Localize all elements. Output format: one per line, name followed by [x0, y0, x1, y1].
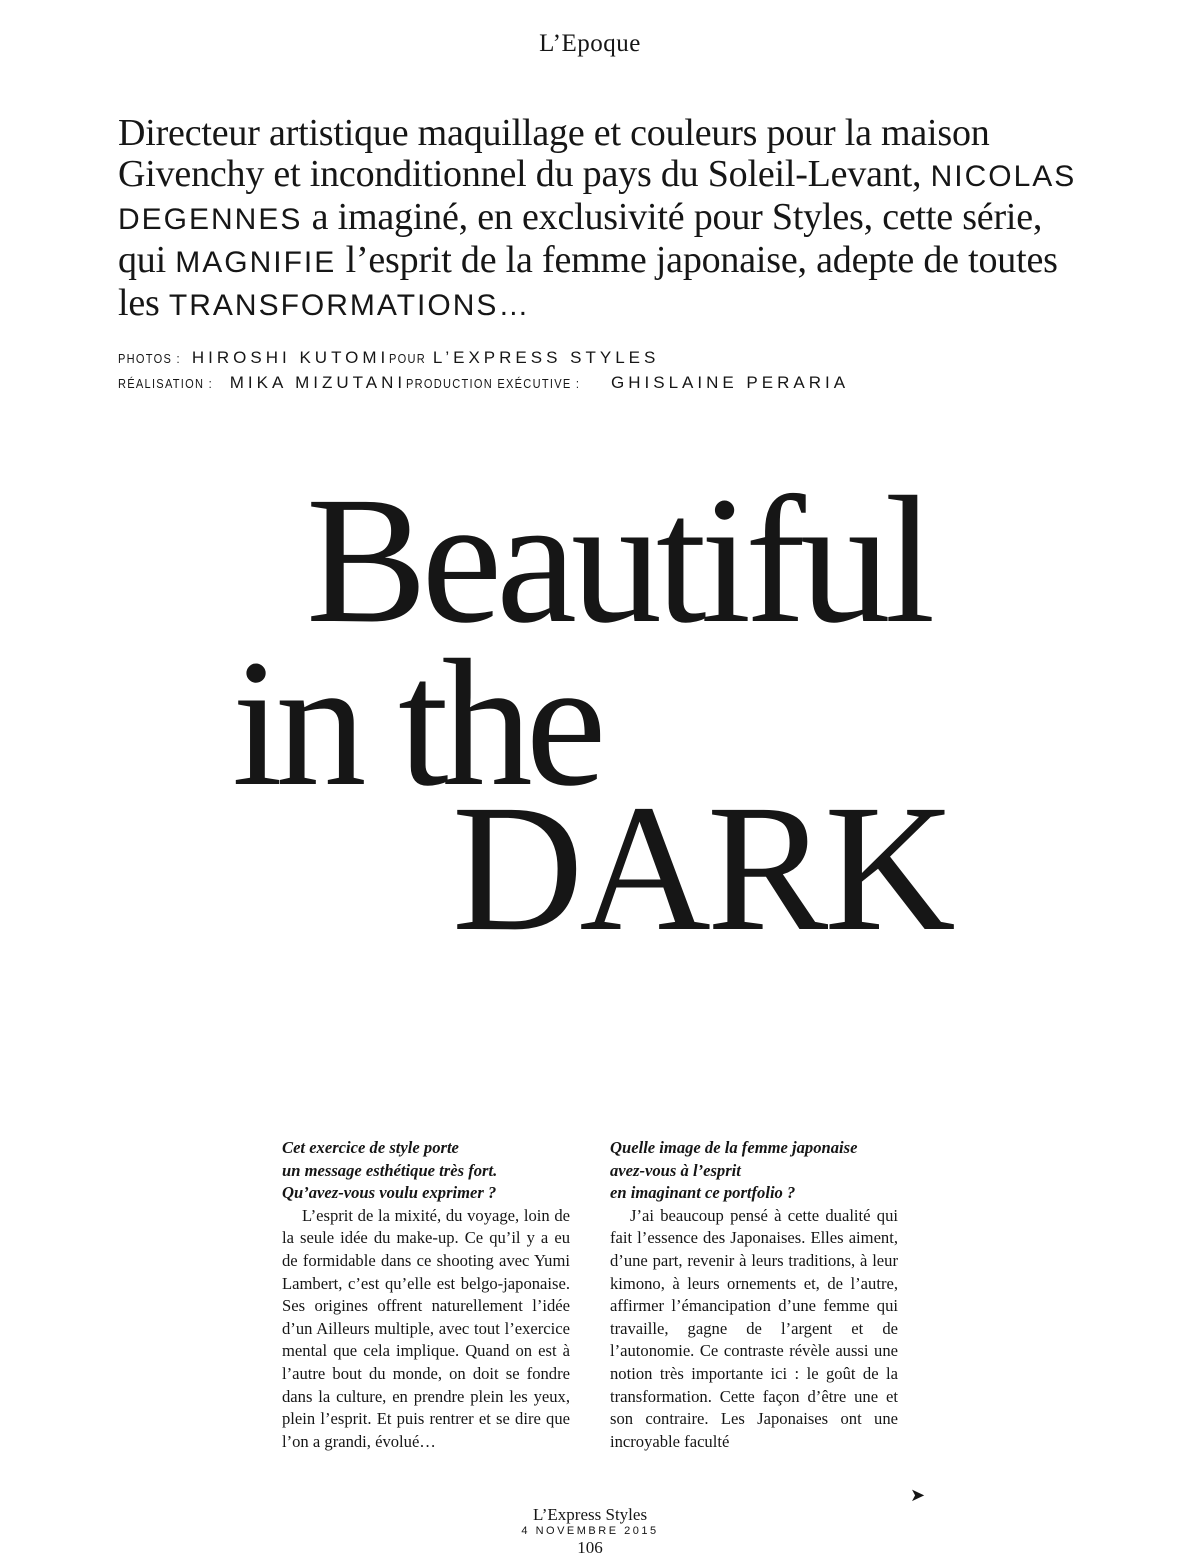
headline-line-2: in the [232, 623, 600, 824]
intro-text-2: a imaginé, en exclusivité pour Styles, cette série, qui [118, 196, 1043, 281]
production-label: PRODUCTION EXÉCUTIVE : [406, 376, 581, 391]
stylist-name: MIKA MIZUTANI [229, 373, 407, 392]
credits-line-photos [118, 347, 1118, 370]
answer-right: J’ai beaucoup pensé à cette dualité qui fait l’essence des Japonaises. Elles aiment, d’une part, revenir à leurs traditions, à leur kimono, à leurs ornements et, de l’autre, affirmer l’émancipation d’une femme qui travaille, gagne de l’argent et de l’autonomie. Ce contraste révèle aussi une notion très importante ici : le goût de la transformation. Cette façon d’être une et son contraire. Les Japonaises ont une incroyable faculté [610, 1205, 898, 1451]
producer-name: GHISLAINE PERARIA [611, 373, 850, 392]
intro-paragraph [118, 113, 1078, 326]
question-left-line: Cet exercice de style porte [282, 1138, 459, 1157]
headline-line-3: DARK [452, 768, 952, 969]
for-label: POUR [389, 351, 427, 366]
intro-text-1: Directeur artistique maquillage et couleurs pour la maison Givenchy et inconditionnel du pays du Soleil-Levant, [118, 112, 990, 195]
intro-text-3: l’esprit de la femme japonaise, adepte de toutes les [118, 239, 1058, 324]
question-right-line: avez-vous à l’esprit [610, 1160, 741, 1180]
question-right-line: Quelle image de la femme japonaise [610, 1138, 858, 1157]
footer-magazine: L’Express Styles [532, 1505, 648, 1524]
page-footer [0, 1505, 1180, 1557]
interview-column-left [282, 1137, 570, 1453]
answer-left: L’esprit de la mixité, du voyage, loin de la seule idée du make-up. Ce qu’il y a eu de formidable dans ce shooting avec Yumi Lambert, c’est qu’elle est belgo-japonaise. Ses origines offrent naturellement l’idée d’un Ailleurs multiple, avec tout l’exercice mental que cela implique. Quand on est à l’autre bout du monde, on doit se fondre dans la culture, en prendre plein les yeux, plein l’esprit. Et puis rentrer et se dire que l’on a grandi, évolué… [282, 1205, 570, 1451]
intro-name: NICOLAS DEGENNES [118, 160, 1077, 236]
section-label: L’Epoque [539, 30, 641, 57]
question-right [610, 1137, 898, 1205]
page-number: 106 [577, 1538, 603, 1557]
realisation-label: RÉALISATION : [118, 376, 213, 391]
question-left-line: Qu’avez-vous voulu exprimer ? [282, 1183, 497, 1203]
intro-caps-transformations: TRANSFORMATIONS… [168, 289, 531, 322]
photos-label: PHOTOS : [118, 351, 181, 366]
question-left [282, 1137, 570, 1205]
question-left-line: un message esthétique très fort. [282, 1160, 498, 1180]
interview-column-right [610, 1137, 898, 1453]
credits-line-realisation [118, 372, 1118, 395]
footer-date: 4 NOVEMBRE 2015 [521, 1525, 659, 1537]
continue-arrow-icon: ➤ [910, 1485, 926, 1506]
headline-line-1: Beautiful [306, 460, 930, 661]
question-right-line: en imaginant ce portfolio ? [610, 1183, 796, 1203]
publication-name: L’EXPRESS STYLES [432, 348, 660, 367]
photographer-name: HIROSHI KUTOMI [191, 348, 390, 367]
intro-caps-magnifie: MAGNIFIE [175, 246, 337, 279]
